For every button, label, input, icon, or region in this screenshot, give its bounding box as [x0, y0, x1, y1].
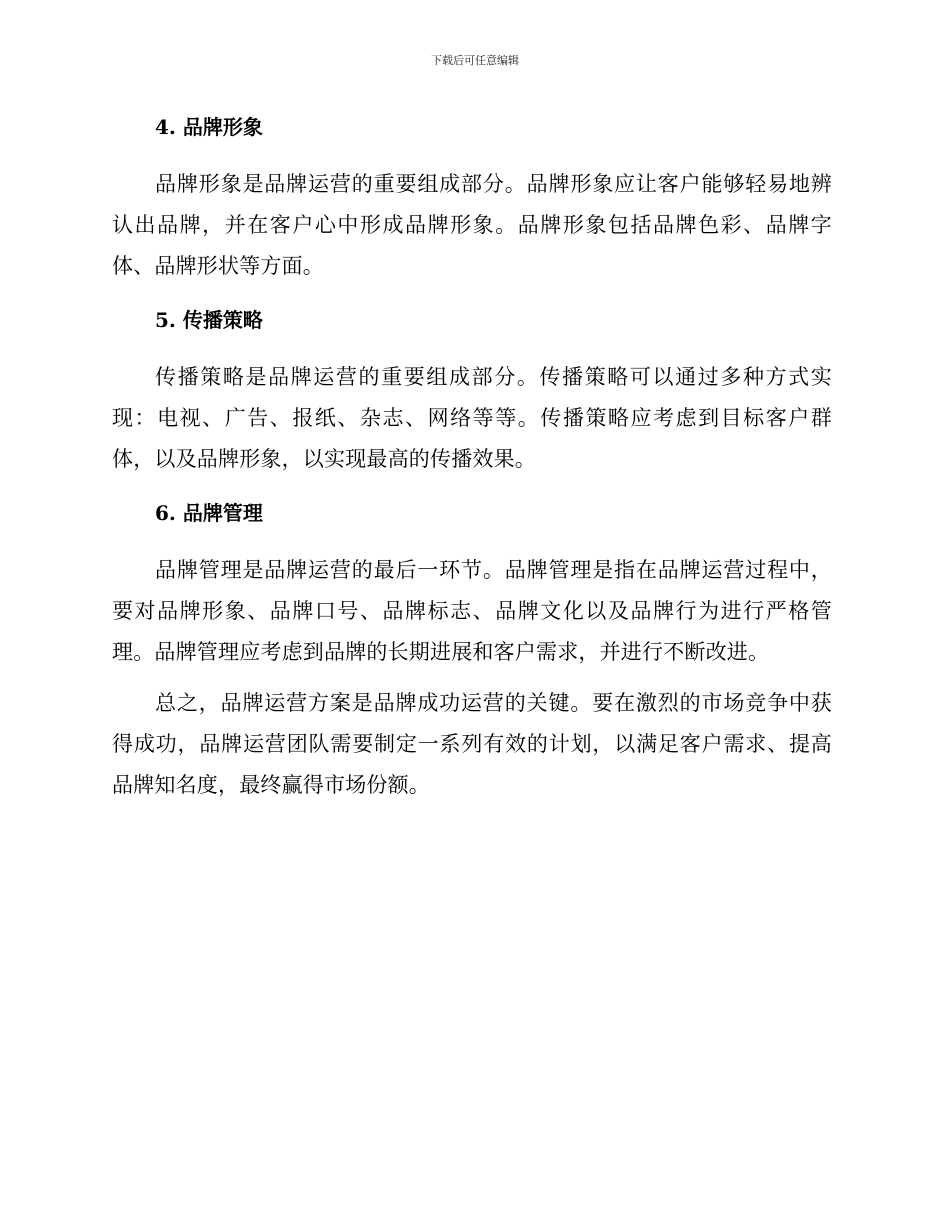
section-heading-brand-image: 4. 品牌形象	[155, 115, 263, 139]
section-paragraph-brand-image: 品牌形象是品牌运营的重要组成部分。品牌形象应让客户能够轻易地辨认出品牌，并在客户心中形成品牌形象。品牌形象包括品牌色彩、品牌字体、品牌形状等方面。	[112, 172, 832, 278]
section-heading-brand-management: 6. 品牌管理	[155, 501, 263, 525]
section-paragraph-communication-strategy: 传播策略是品牌运营的重要组成部分。传播策略可以通过多种方式实现：电视、广告、报纸、杂志、网络等等。传播策略应考虑到目标客户群体，以及品牌形象，以实现最高的传播效果。	[112, 365, 832, 471]
section-heading-communication-strategy: 5. 传播策略	[155, 308, 263, 332]
conclusion-paragraph: 总之，品牌运营方案是品牌成功运营的关键。要在激烈的市场竞争中获得成功，品牌运营团队需要制定一系列有效的计划，以满足客户需求、提高品牌知名度，最终赢得市场份额。	[112, 691, 832, 797]
page-header: 下载后可任意编辑	[431, 54, 519, 67]
document-body	[112, 112, 832, 806]
section-paragraph-brand-management: 品牌管理是品牌运营的最后一环节。品牌管理是指在品牌运营过程中，要对品牌形象、品牌口号、品牌标志、品牌文化以及品牌行为进行严格管理。品牌管理应考虑到品牌的长期进展和客户需求，并进行不断改进。	[112, 558, 832, 664]
